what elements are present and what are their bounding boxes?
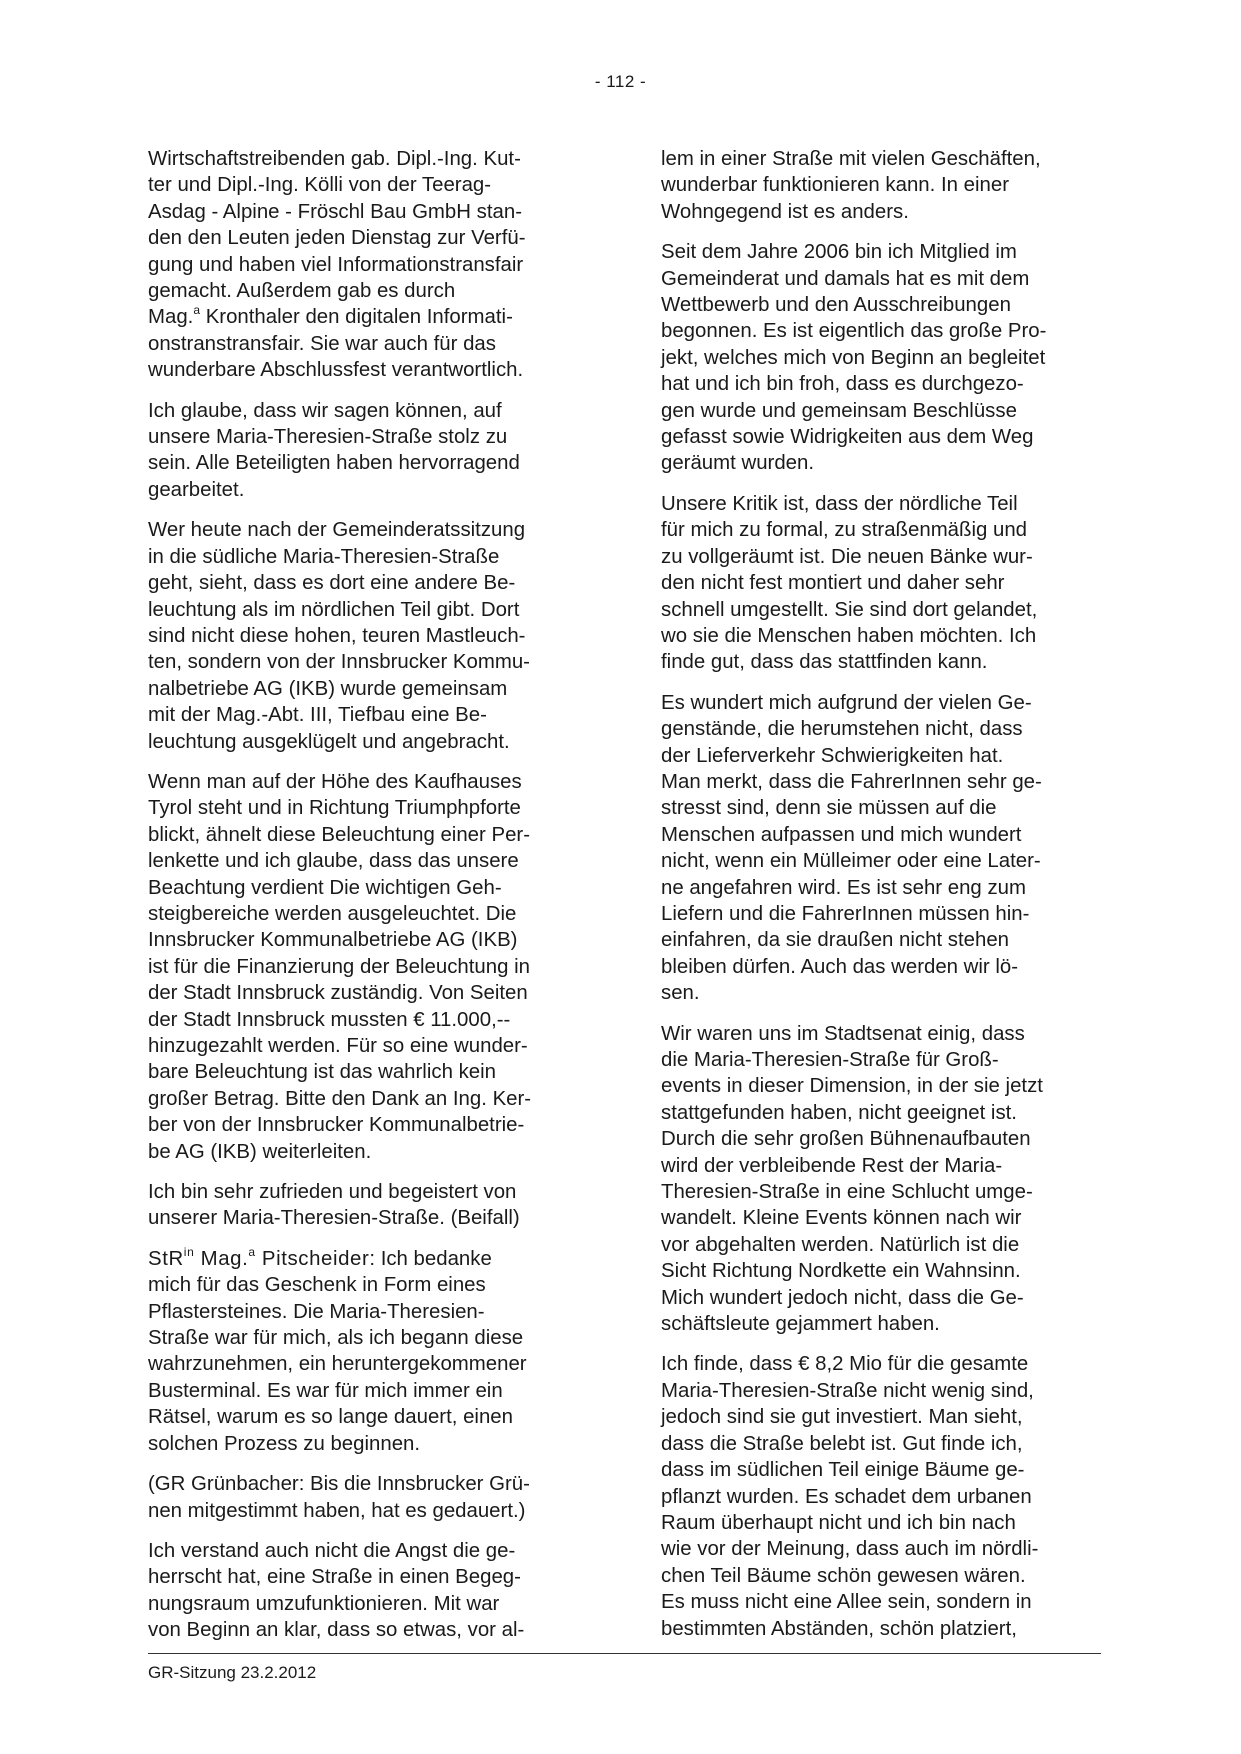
paragraph: [148, 1538, 588, 1644]
text-line: finde gut, dass das stattfinden kann.: [661, 651, 988, 674]
text-line: gen wurde und gemeinsam Beschlüsse: [661, 399, 1017, 422]
text-line: Wirtschaftstreibenden gab. Dipl.-Ing. Kut-: [148, 148, 521, 170]
text-line: Innsbrucker Kommunalbetriebe AG (IKB): [148, 929, 518, 952]
text-line: Es muss nicht eine Allee sein, sondern in: [661, 1591, 1032, 1614]
superscript: a: [248, 1244, 256, 1259]
text-line: blickt, ähnelt diese Beleuchtung einer Per-: [148, 823, 530, 846]
text-line: den den Leuten jeden Dienstag zur Verfü-: [148, 227, 526, 250]
paragraph: [148, 1471, 588, 1524]
paragraph: [661, 1351, 1101, 1641]
text-line: wandelt. Kleine Events können nach wir: [661, 1207, 1022, 1230]
text-line: chen Teil Bäume schön gewesen wären.: [661, 1564, 1026, 1587]
text-line: dass im südlichen Teil einige Bäume ge-: [661, 1459, 1025, 1482]
paragraph: [148, 1246, 588, 1457]
text-line: Busterminal. Es war für mich immer ein: [148, 1379, 503, 1402]
text-line: pflanzt wurden. Es schadet dem urbanen: [661, 1485, 1032, 1508]
text-line: Wer heute nach der Gemeinderatssitzung: [148, 519, 526, 542]
text-line: events in dieser Dimension, in der sie jetzt: [661, 1075, 1043, 1098]
text-line: be AG (IKB) weiterleiten.: [148, 1140, 372, 1163]
text-line: sein. Alle Beteiligten haben hervorragend: [148, 452, 520, 475]
text-line: Durch die sehr großen Bühnenaufbauten: [661, 1128, 1031, 1151]
text-line: Es wundert mich aufgrund der vielen Ge-: [661, 691, 1032, 714]
text-line: Straße war für mich, als ich begann diese: [148, 1327, 524, 1350]
text-line: geräumt wurden.: [661, 452, 815, 475]
text-line: schäftsleute gejammert haben.: [661, 1313, 940, 1336]
speech-text: : Ich bedanke: [369, 1247, 492, 1270]
text-line: dass die Straße belebt ist. Gut finde ich,: [661, 1432, 1023, 1455]
superscript: in: [183, 1244, 195, 1259]
text-line: wird der verbleibende Rest der Maria-: [661, 1154, 1003, 1177]
text-line: für mich zu formal, zu straßenmäßig und: [661, 519, 1028, 542]
text-line: wahrzunehmen, ein heruntergekommener: [148, 1353, 527, 1376]
text-line: steigbereiche werden ausgeleuchtet. Die: [148, 902, 517, 925]
text-line: Beachtung verdient Die wichtigen Geh-: [148, 876, 502, 899]
text-line: lenkette und ich glaube, dass das unsere: [148, 850, 519, 873]
speaker-surname: Pitscheider: [255, 1247, 370, 1270]
paragraph: [661, 690, 1101, 1007]
page-number: - 112 -: [594, 72, 647, 91]
paragraph: [661, 1021, 1101, 1338]
left-column: [148, 146, 588, 1658]
text-line: wie vor der Meinung, dass auch im nördli-: [661, 1538, 1039, 1561]
text-line: mich für das Geschenk in Form eines: [148, 1274, 486, 1297]
text-line: onstranstransfair. Sie war auch für das: [148, 332, 496, 355]
text-line: ter und Dipl.-Ing. Kölli von der Teerag-: [148, 174, 492, 197]
superscript: a: [193, 303, 201, 318]
text-line: den nicht fest montiert und daher sehr: [661, 572, 1005, 595]
text-line: gearbeitet.: [148, 478, 245, 501]
text-line: jekt, welches mich von Beginn an begleitet: [661, 346, 1046, 369]
text-line: der Stadt Innsbruck zuständig. Von Seiten: [148, 982, 528, 1005]
text-line: ist für die Finanzierung der Beleuchtung in: [148, 955, 530, 978]
mag-prefix: Mag.: [148, 306, 194, 329]
text-line: hat und ich bin froh, dass es durchgezo-: [661, 373, 1024, 396]
right-column: [661, 146, 1101, 1656]
text-line: schnell umgestellt. Sie sind dort gelandet,: [661, 598, 1038, 621]
paragraph: [148, 517, 588, 755]
text-line: Wir waren uns im Stadtsenat einig, dass: [661, 1022, 1025, 1045]
paragraph: [148, 1179, 588, 1232]
text-line: unsere Maria-Theresien-Straße stolz zu: [148, 426, 508, 449]
speaker-degree: Mag.: [194, 1247, 249, 1270]
footer-divider: [148, 1653, 1101, 1654]
text-line: ne angefahren wird. Es ist sehr eng zum: [661, 876, 1026, 899]
text-line: Theresien-Straße in eine Schlucht umge-: [661, 1181, 1033, 1204]
text-line: einfahren, da sie draußen nicht stehen: [661, 929, 1010, 952]
text-line: der Stadt Innsbruck mussten € 11.000,--: [148, 1008, 511, 1031]
text-line: Ich glaube, dass wir sagen können, auf: [148, 399, 502, 422]
text-line: Wohngegend ist es anders.: [661, 200, 909, 223]
text-line: sind nicht diese hohen, teuren Mastleuch-: [148, 624, 526, 647]
text-line: stresst sind, denn sie müssen auf die: [661, 797, 997, 820]
text-line: solchen Prozess zu beginnen.: [148, 1432, 421, 1455]
text-line: bleiben dürfen. Auch das werden wir lö-: [661, 955, 1019, 978]
text-line: Unsere Kritik ist, dass der nördliche Teil: [661, 492, 1018, 515]
text-line: bestimmten Abständen, schön platziert,: [661, 1617, 1017, 1640]
text-line: lem in einer Straße mit vielen Geschäften,: [661, 148, 1041, 170]
text-line: zu vollgeräumt ist. Die neuen Bänke wur-: [661, 545, 1033, 568]
text-line: Mich wundert jedoch nicht, dass die Ge-: [661, 1286, 1024, 1309]
paragraph: [661, 239, 1101, 477]
text-line: wunderbare Abschlussfest verantwortlich.: [148, 359, 524, 382]
speaker-name: [148, 1244, 370, 1270]
text-line: Rätsel, warum es so lange dauert, einen: [148, 1406, 513, 1429]
text-line: großer Betrag. Bitte den Dank an Ing. Ker-: [148, 1087, 532, 1110]
speaker-title: StR: [148, 1247, 184, 1270]
text-line: begonnen. Es ist eigentlich das große Pro-: [661, 320, 1047, 343]
text-line: Ich bin sehr zufrieden und begeistert von: [148, 1181, 517, 1204]
paragraph: [148, 398, 588, 504]
text-line: gefasst sowie Widrigkeiten aus dem Weg: [661, 426, 1034, 449]
text-line: Gemeinderat und damals hat es mit dem: [661, 267, 1030, 290]
text-line: wunderbar funktionieren kann. In einer: [661, 174, 1009, 197]
text-line: in die südliche Maria-Theresien-Straße: [148, 545, 500, 568]
text-line: genstände, die herumstehen nicht, dass: [661, 718, 1023, 741]
text-line: Wettbewerb und den Ausschreibungen: [661, 294, 1011, 317]
paragraph: [148, 146, 588, 384]
text-line: Raum überhaupt nicht und ich bin nach: [661, 1511, 1016, 1534]
text-line: Liefern und die FahrerInnen müssen hin-: [661, 902, 1030, 925]
text-line: gemacht. Außerdem gab es durch: [148, 280, 456, 303]
text-line: leuchtung ausgeklügelt und angebracht.: [148, 730, 510, 753]
text-line: mit der Mag.-Abt. III, Tiefbau eine Be-: [148, 704, 487, 727]
paragraph: [661, 491, 1101, 676]
text-line: nicht, wenn ein Mülleimer oder eine Later-: [661, 850, 1041, 873]
text-line: [148, 1246, 588, 1272]
footer-session-label: GR-Sitzung 23.2.2012: [148, 1663, 317, 1682]
paragraph: [148, 769, 588, 1165]
text-line: geht, sieht, dass es dort eine andere Be-: [148, 572, 516, 595]
text-line: Seit dem Jahre 2006 bin ich Mitglied im: [661, 241, 1017, 264]
text-line: Man merkt, dass die FahrerInnen sehr ge-: [661, 770, 1042, 793]
text-line: [148, 304, 588, 330]
text-line: ten, sondern von der Innsbrucker Kommu-: [148, 651, 530, 674]
text-line: vor abgehalten werden. Natürlich ist die: [661, 1233, 1020, 1256]
text-line: bare Beleuchtung ist das wahrlich kein: [148, 1061, 496, 1084]
text-line: Tyrol steht und in Richtung Triumphpforte: [148, 797, 521, 820]
text-line: wo sie die Menschen haben möchten. Ich: [661, 624, 1037, 647]
text-line: stattgefunden haben, nicht geeignet ist.: [661, 1101, 1017, 1124]
text-line: jedoch sind sie gut investiert. Man sieht,: [661, 1406, 1023, 1429]
text-line: (GR Grünbacher: Bis die Innsbrucker Grü-: [148, 1473, 530, 1496]
text-line: nalbetriebe AG (IKB) wurde gemeinsam: [148, 677, 508, 700]
paragraph: [661, 146, 1101, 225]
mag-rest: Kronthaler den digitalen Informati-: [200, 306, 513, 329]
text-line: nungsraum umzufunktionieren. Mit war: [148, 1592, 500, 1615]
text-line: von Beginn an klar, dass so etwas, vor al-: [148, 1619, 525, 1642]
text-line: Maria-Theresien-Straße nicht wenig sind,: [661, 1379, 1034, 1402]
text-line: Asdag - Alpine - Fröschl Bau GmbH stan-: [148, 200, 522, 223]
text-line: Wenn man auf der Höhe des Kaufhauses: [148, 770, 522, 793]
text-line: Sicht Richtung Nordkette ein Wahnsinn.: [661, 1260, 1021, 1283]
text-line: nen mitgestimmt haben, hat es gedauert.): [148, 1499, 526, 1522]
text-line: die Maria-Theresien-Straße für Groß-: [661, 1049, 999, 1071]
text-line: Menschen aufpassen und mich wundert: [661, 823, 1022, 846]
text-line: Ich finde, dass € 8,2 Mio für die gesamte: [661, 1353, 1029, 1376]
text-line: der Lieferverkehr Schwierigkeiten hat.: [661, 744, 1004, 767]
text-line: sen.: [661, 982, 700, 1005]
text-line: herrscht hat, eine Straße in einen Begeg-: [148, 1566, 521, 1589]
text-line: ber von der Innsbrucker Kommunalbetrie-: [148, 1114, 525, 1137]
text-line: unserer Maria-Theresien-Straße. (Beifall): [148, 1207, 520, 1230]
text-line: Pflastersteines. Die Maria-Theresien-: [148, 1300, 485, 1323]
text-line: Ich verstand auch nicht die Angst die ge-: [148, 1539, 516, 1562]
text-line: leuchtung als im nördlichen Teil gibt. Dort: [148, 598, 520, 621]
text-line: hinzugezahlt werden. Für so eine wunder-: [148, 1035, 528, 1057]
text-line: gung und haben viel Informationstransfair: [148, 253, 524, 276]
